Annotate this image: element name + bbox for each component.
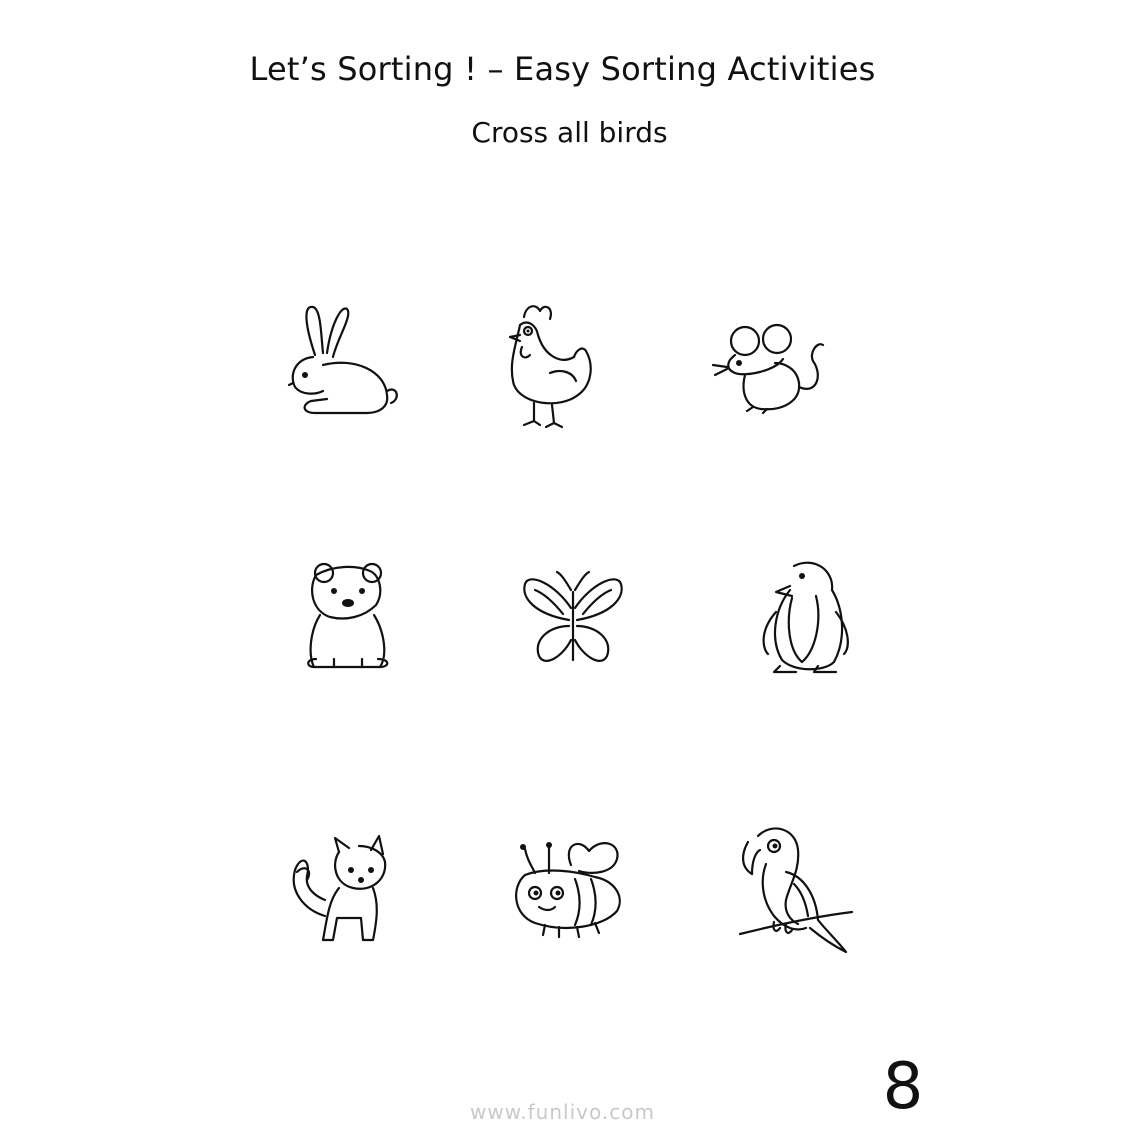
page-title: Let’s Sorting ! – Easy Sorting Activities bbox=[249, 50, 876, 88]
parrot-icon[interactable] bbox=[730, 820, 870, 960]
hen-icon[interactable] bbox=[490, 295, 630, 435]
page-number: 8 bbox=[882, 1050, 924, 1124]
watermark: www.funlivo.com bbox=[470, 1100, 655, 1124]
bear-cub-icon[interactable] bbox=[280, 555, 420, 695]
butterfly-icon[interactable] bbox=[505, 560, 645, 700]
penguin-icon[interactable] bbox=[740, 550, 880, 690]
fox-icon[interactable] bbox=[275, 830, 415, 970]
bee-icon[interactable] bbox=[505, 835, 645, 975]
rabbit-icon[interactable] bbox=[275, 295, 415, 435]
mouse-icon[interactable] bbox=[705, 305, 845, 445]
instruction-text: Cross all birds bbox=[471, 116, 668, 149]
